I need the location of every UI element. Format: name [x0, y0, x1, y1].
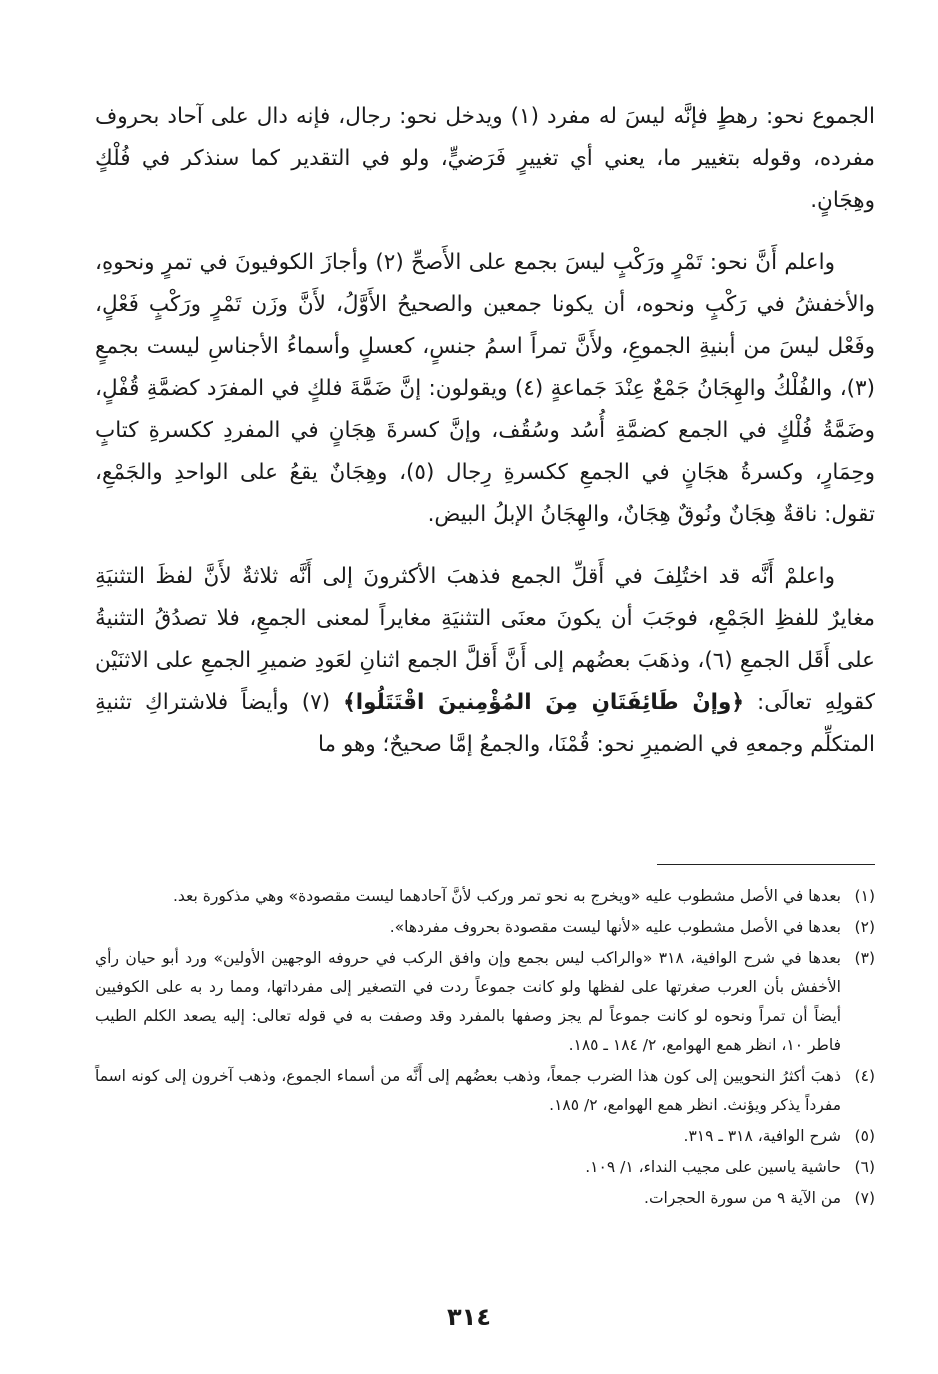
footnote: [95, 1122, 875, 1151]
footnote-text: ذهبَ أكثرُ النحويين إلى كون هذا الضرب جمعاً، وذهب بعضُهم إلى أَنَّه من أسماء الجموع، وذهب آخرون إلى كونه اسماً مفرداً يذكر ويؤنث. انظر همع الهوامع، ٢/ ١٨٥.: [95, 1067, 841, 1114]
page-number: ٣١٤: [447, 1303, 491, 1331]
footnote: [95, 1062, 875, 1120]
footnote: [95, 944, 875, 1060]
footnote-number: (٦): [854, 1158, 875, 1176]
paragraph-2-text: واعلم أَنَّ نحو: تَمْرٍ ورَكْبٍ ليسَ بجمع على الأَصحِّ (٢) وأجازَ الكوفيونَ في تمرٍ ونحوهِ، والأخفشُ في رَكْبٍ ونحوه، أن يكونا جمعين والصحيحُ الأَوَّلُ، لأَنَّ وزَن تَمْرٍ ورَكْبٍ فَعْلٍ، وفَعْل ليسَ من أبنيةِ الجموعِ، ولأَنَّ تمراً اسمُ جنسٍ، كعسلٍ وأسماءُ الأجناسِ ليست بجمعٍ (٣)، والفُلْكُ والهِجَانُ جَمْعٌ عِنْدَ جَماعةٍ (٤) ويقولون: إنَّ ضَمَّةَ فلكٍ في المفرَد كضمَّةِ قُفْلٍ، وضَمَّةُ فُلْكٍ في الجمع كضمَّةِ أُسُد وسُقُف، وإنَّ كسرةَ هِجَانٍ في المفردِ ككسرةِ كتابٍ وحِمَارٍ، وكسرةُ هجَانٍ في الجمعِ ككسرةِ رِجال (٥)، وهِجَانٌ يقعُ على الواحدِ والجَمْعِ، تقول: ناقةٌ هِجَانٌ ونُوقٌ هِجَانٌ، والهِجَانُ الإبلُ البيض.: [95, 250, 876, 527]
footnote: [95, 882, 875, 911]
footnote-text: من الآية ٩ من سورة الحجرات.: [644, 1189, 841, 1207]
paragraph-3-text-after: (٧) وأيضاً فلاشتراكِ تثنيةِ المتكلِّم وجمعهِ في الضميرِ نحو: قُمْنَا، والجمعُ إمَّا صحيحٌ؛ وهو ما: [95, 690, 875, 757]
footnote: [95, 913, 875, 942]
footnote-number: (٢): [854, 918, 875, 936]
main-text: [95, 96, 875, 786]
footnote-number: (٧): [854, 1189, 875, 1207]
footnote-text: بعدها في الأصل مشطوب عليه «ويخرج به نحو تمر وركب لأنَّ آحادهما ليست مقصودة» وهي مذكورة بعد.: [172, 887, 841, 905]
footnote-text: بعدها في الأصل مشطوب عليه «لأنها ليست مقصودة بحروف مفردها».: [389, 918, 841, 936]
footnote: [95, 1153, 875, 1182]
footnote-text: بعدها في شرح الوافية، ٣١٨ «والراكب ليس بجمع وإن وافق الركب في حروفه الوجهين الأولين» ورد أبو حيان رأي الأخفش بأن العرب صغرتها على لفظها ولو كانت جموعاً ردت في التصغير إلى مفرداتها، ومما رد به على الكوفيين أيضاً أن تمراً ونحوه لو كانت جموعاً لم يجز وصفها بالمفرد وقد وصفت به في قوله تعالى: إليه يصعد الكلم الطيب فاطر ١٠، انظر همع الهوامع، ٢/ ١٨٤ ـ ١٨٥.: [95, 949, 841, 1054]
footnote-text: شرح الوافية، ٣١٨ ـ ٣١٩.: [683, 1127, 841, 1145]
footnote-number: (٤): [854, 1067, 875, 1085]
footnote: [95, 1184, 875, 1213]
footnotes: [95, 882, 875, 1215]
paragraph-1: [95, 96, 875, 222]
footnote-number: (٥): [854, 1127, 875, 1145]
paragraph-1-text: الجموع نحو: رهطٍ فإنَّه ليسَ له مفرد (١) ويدخل نحو: رجال، فإنه دال على آحاد بحروف مفرده، وقوله بتغيير ما، يعني أي تغييرٍ فَرَضيٍّ، ولو في التقدير كما سنذكر في فُلْكٍ وهِجَانٍ.: [95, 104, 875, 213]
paragraph-3-text-before: واعلمْ أَنَّه قد اختُلِفَ في أَقلِّ الجمع فذهبَ الأكثرونَ إلى أَنَّه ثلاثةٌ لأَنَّ لفظَ التثنيَةِ مغايرٌ للفظِ الجَمْعِ، فوجَبَ أن يكونَ معنَى التثنيَةِ مغايراً لمعنى الجمعِ، فلا تصدُقُ التثنيةُ على أَقَل الجمعِ (٦)، وذهَبَ بعضُهم إلى أَنَّ أَقلَّ الجمع اثنانِ لعَودِ ضميرِ الجمعِ على الاثنَيْن كقولِهِ تعالَى:: [95, 564, 875, 715]
footnote-number: (٣): [854, 949, 875, 967]
quran-verse: ﴿وإنْ طَائِفَتَانِ مِنَ المُؤْمِنينَ اقْتَتَلُوا﴾: [343, 690, 745, 715]
paragraph-2: [95, 242, 875, 536]
footnote-text: حاشية ياسين على مجيب النداء، ١/ ١٠٩.: [585, 1158, 841, 1176]
footnote-separator: [657, 864, 875, 865]
paragraph-3: [95, 556, 875, 766]
footnote-number: (١): [854, 887, 875, 905]
